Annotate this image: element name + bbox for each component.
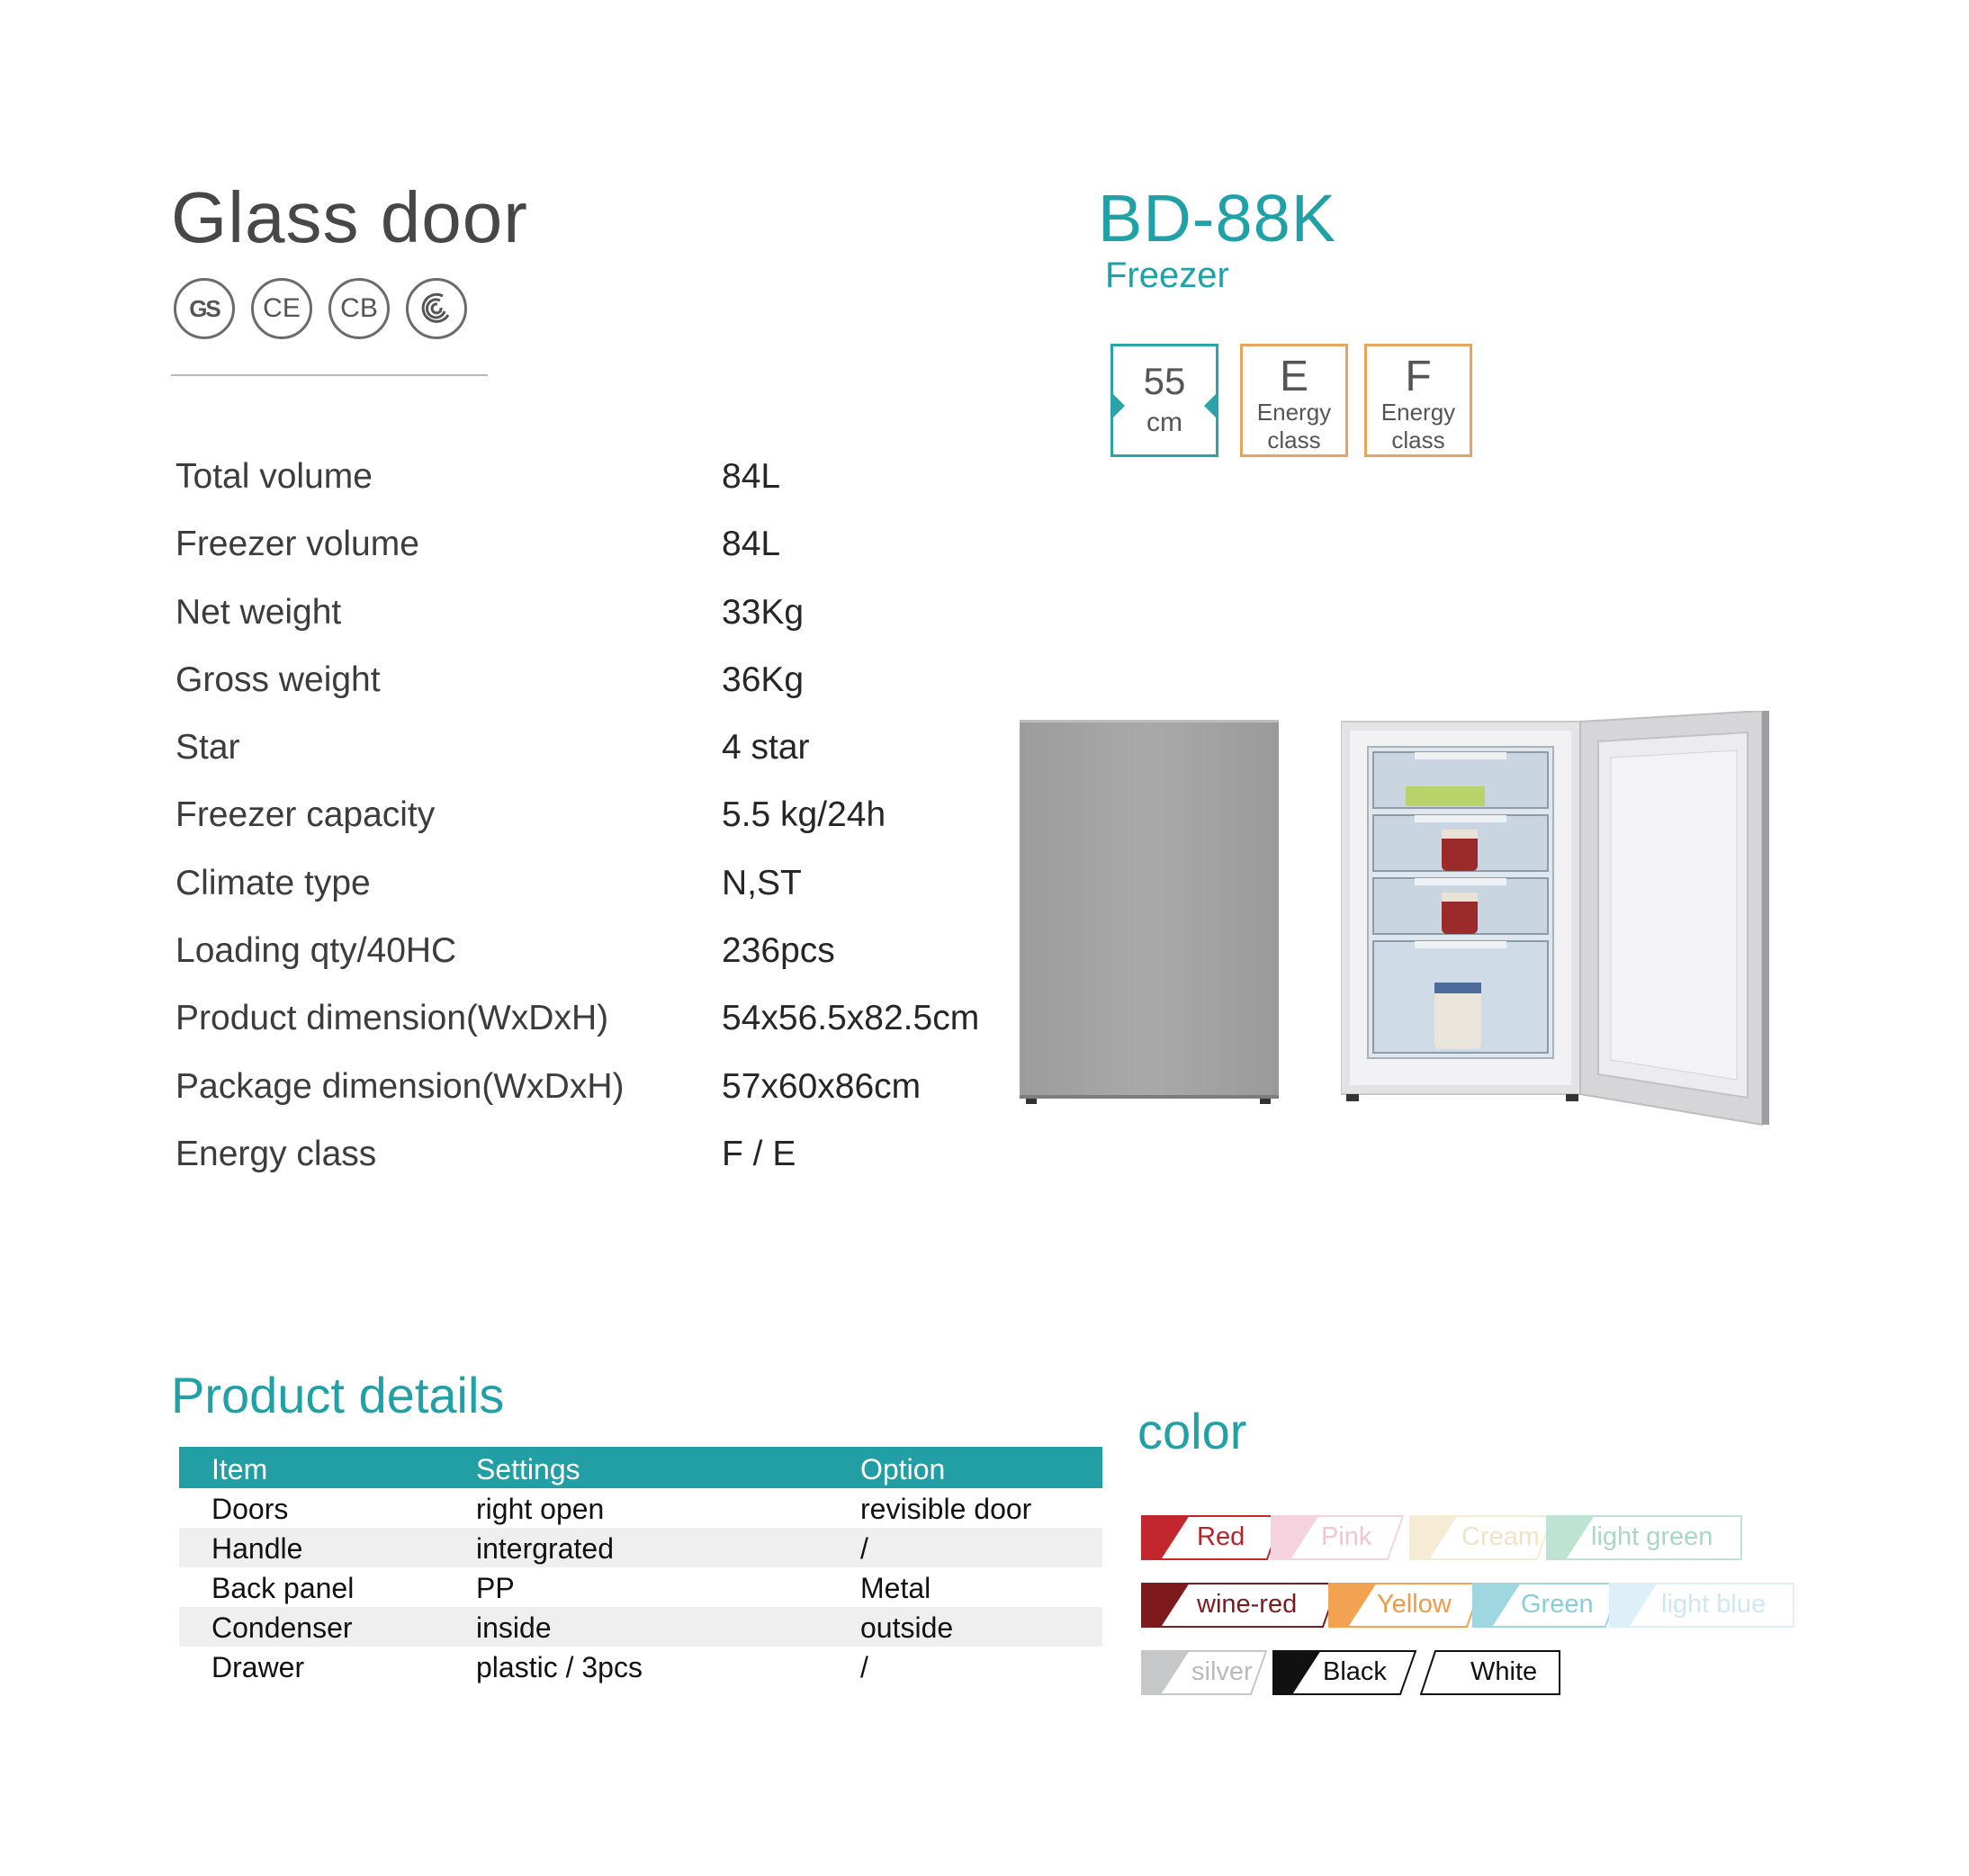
spec-label: Energy class (175, 1134, 377, 1173)
spec-row (175, 1067, 1021, 1135)
spec-value: 5.5 kg/24h (722, 795, 886, 835)
spec-row (175, 1135, 1021, 1202)
spec-value: 84L (722, 457, 781, 496)
table-row (179, 1607, 1102, 1647)
color-label: Yellow (1377, 1590, 1452, 1619)
spec-value: 33Kg (722, 592, 805, 632)
color-chip-light-green (1546, 1515, 1742, 1560)
color-title: color (1137, 1403, 1247, 1459)
color-label: Red (1197, 1522, 1245, 1551)
color-label: light blue (1661, 1590, 1767, 1619)
column-header: Settings (476, 1453, 580, 1486)
color-label: Pink (1321, 1522, 1372, 1551)
spec-value: 57x60x86cm (722, 1066, 922, 1106)
ce-mark-text: CE (263, 293, 301, 323)
energy-letter: F (1405, 353, 1432, 400)
spec-row (175, 999, 1021, 1066)
table-cell: Metal (860, 1572, 931, 1604)
spec-value: 36Kg (722, 660, 805, 699)
spec-label: Package dimension(WxDxH) (175, 1066, 625, 1106)
spec-row (175, 660, 1021, 728)
color-chip-wine-red (1141, 1583, 1339, 1628)
column-header: Option (860, 1453, 946, 1486)
table-cell: inside (476, 1611, 552, 1644)
table-cell: / (860, 1651, 868, 1683)
energy-letter: E (1279, 353, 1308, 400)
energy-label: class (1267, 426, 1321, 453)
table-cell: revisible door (860, 1493, 1032, 1525)
gs-mark-text: GS (189, 294, 220, 322)
spec-label: Star (175, 728, 240, 767)
model-type: Freezer (1105, 256, 1229, 295)
color-label: Cream (1461, 1522, 1541, 1551)
energy-label: class (1391, 426, 1445, 453)
arrow-right-icon (1110, 391, 1125, 420)
table-cell: Handle (211, 1532, 303, 1565)
header-divider (171, 374, 488, 376)
energy-class-f-badge (1364, 344, 1472, 457)
spec-label: Gross weight (175, 660, 381, 699)
color-chip-black (1272, 1650, 1416, 1695)
spec-row (175, 795, 1021, 863)
color-chip-green (1472, 1583, 1622, 1628)
spec-label: Freezer volume (175, 525, 419, 564)
color-chip-pink (1271, 1515, 1404, 1560)
freezer-closed-image (1017, 716, 1287, 1112)
ce-mark-icon (251, 278, 312, 339)
spec-value: F / E (722, 1134, 796, 1173)
gs-mark-icon (174, 278, 235, 339)
table-cell: Doors (211, 1493, 289, 1525)
column-header: Item (211, 1453, 268, 1486)
spec-list (175, 457, 1021, 1202)
table-cell: outside (860, 1611, 954, 1644)
table-row (179, 1647, 1102, 1686)
color-label: silver (1191, 1657, 1253, 1686)
width-unit: cm (1146, 408, 1182, 437)
table-row (179, 1567, 1102, 1607)
spec-label: Freezer capacity (175, 795, 436, 835)
energy-label: Energy (1256, 399, 1332, 426)
cb-mark-icon (328, 278, 390, 339)
table-row (179, 1528, 1102, 1567)
color-chip-silver (1141, 1650, 1267, 1695)
color-label: Green (1521, 1590, 1594, 1619)
arrow-left-icon (1204, 391, 1218, 420)
table-cell: plastic / 3pcs (476, 1651, 643, 1683)
spec-row (175, 931, 1021, 999)
spec-label: Total volume (175, 457, 373, 496)
spec-value: 4 star (722, 728, 810, 767)
cb-mark-text: CB (340, 293, 378, 323)
spec-row (175, 728, 1021, 795)
refrigerant-mark-graphic (416, 288, 457, 329)
color-chip-white (1420, 1650, 1560, 1695)
spec-row (175, 593, 1021, 660)
spec-label: Product dimension(WxDxH) (175, 999, 609, 1038)
color-chip-cream (1409, 1515, 1553, 1560)
color-label: Black (1323, 1657, 1387, 1686)
spec-value: 54x56.5x82.5cm (722, 999, 980, 1038)
width-badge (1110, 344, 1218, 457)
table-row (179, 1488, 1102, 1528)
table-cell: PP (476, 1572, 515, 1604)
color-label: light green (1591, 1522, 1713, 1551)
certification-marks (174, 278, 467, 339)
table-cell: / (860, 1532, 868, 1565)
spec-label: Net weight (175, 592, 342, 632)
refrigerant-mark-icon (406, 278, 467, 339)
color-chip-light-blue (1609, 1583, 1794, 1628)
page-title: Glass door (171, 177, 528, 257)
table-header (179, 1447, 1102, 1488)
width-value: 55 (1143, 360, 1186, 402)
energy-label: Energy (1380, 399, 1456, 426)
spec-value: N,ST (722, 863, 802, 902)
color-chip-red (1141, 1515, 1283, 1560)
table-cell: Condenser (211, 1611, 353, 1644)
table-cell: intergrated (476, 1532, 614, 1565)
spec-row (175, 457, 1021, 525)
color-chip-yellow (1328, 1583, 1483, 1628)
product-details-title: Product details (171, 1367, 505, 1423)
spec-label: Climate type (175, 863, 371, 902)
table-cell: Drawer (211, 1651, 305, 1683)
energy-class-e-badge (1240, 344, 1348, 457)
model-code: BD-88K (1098, 181, 1337, 256)
color-label: White (1470, 1657, 1538, 1686)
spec-value: 236pcs (722, 931, 835, 971)
spec-row (175, 864, 1021, 931)
product-details-table (179, 1447, 1102, 1686)
spec-value: 84L (722, 525, 781, 564)
table-cell: right open (476, 1493, 605, 1525)
table-cell: Back panel (211, 1572, 355, 1604)
spec-label: Loading qty/40HC (175, 931, 457, 971)
freezer-open-image (1341, 711, 1773, 1134)
spec-row (175, 525, 1021, 592)
color-label: wine-red (1197, 1590, 1298, 1619)
